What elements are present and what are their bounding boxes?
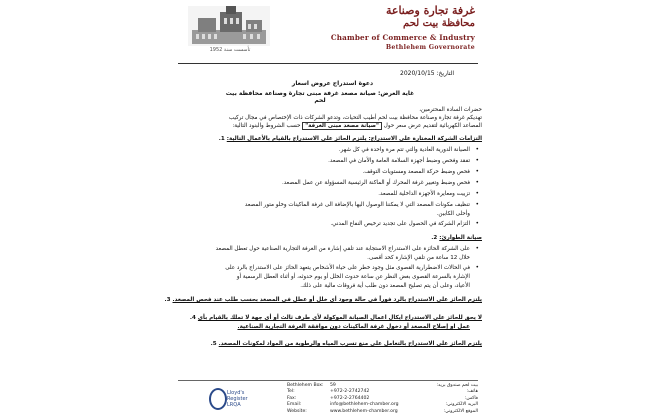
section3-number: 3.: [164, 297, 171, 303]
org-name-en-line2: Bethlehem Governorate: [385, 44, 475, 51]
footer-label-email: Email:: [287, 402, 302, 408]
footer-label-website: Website:: [287, 408, 307, 414]
section1-item-6-cont: وأحلى الكابين.: [436, 211, 470, 217]
footer-english-labels: [287, 383, 324, 415]
section2-para1-line2: خلال 12 ساعة من تلقي الإشارة كحد أقصى.: [367, 255, 470, 261]
org-name-ar-line1: غرفة تجارة وصناعة: [385, 4, 475, 17]
footer-ar-label-email: البريد الالكتروني:: [445, 402, 478, 408]
section1-heading: التزامات الشركة المختارة على الاستدراج: يلتزم الحائز على الاستدراج بالقيام بالأعمال التالية:: [226, 136, 482, 142]
intro-line1: تهديكم غرفة تجارة وصناعة محافظة بيت لحم أطيب التحيات، وتدعو الشركات ذات الإختصاص في مجال تركيب: [228, 115, 482, 121]
intro-line2: [232, 122, 482, 130]
org-name-en-line1: Chamber of Commerce & Industry: [330, 33, 475, 42]
section1-item-6: تنظيف مكونات المصعد التي لا يمكننا الوصول اليها بالإضافة الى غرفة الماكينات وخلو متور المصعد •: [245, 201, 470, 209]
section5-number: 5.: [210, 341, 217, 347]
footer-divider: [178, 380, 478, 381]
footer-ar-label-box: بيت لحم صندوق بريد:: [436, 383, 478, 388]
section2-para1-line1: على الشركة الحائزة على الاستدراج الاستجابة عند تلقي إشارة من الغرفة التجارية الصناعية حول تعطل المصعد •: [216, 245, 470, 253]
section1-item-1: الصيانة الدورية العادية والتي تتم مرة واحدة في كل شهر. •: [339, 146, 470, 154]
section2-para2-line2: الإشارة بالسرعة القصوى بغض النظر عن ساعة حدوث الخلل أو يوم حدوثه، أو أثناء العطل الرسمية أو: [236, 274, 470, 280]
section2-number: 2.: [431, 235, 438, 241]
intro-line2-end: حسب الشروط والبنود التالية:: [232, 123, 301, 129]
footer-ar-label-tel: هاتف:: [466, 389, 478, 395]
cert-label-line2: LRQA: [227, 402, 241, 408]
section1-item-5: تزييت ومعايرة الأجهزة الداخلية للمصعد. •: [378, 190, 470, 198]
letter-title: دعوة استدراج عروض اسعار: [291, 80, 374, 87]
footer-value-tel: +972-2-2742742: [330, 389, 370, 395]
footer-value-fax: +972-2-2764402: [330, 395, 370, 401]
section5-row: [211, 340, 482, 348]
footer-ar-label-fax: فاكس:: [464, 395, 478, 401]
org-name-ar-line2: محافظة بيت لحم: [403, 18, 475, 29]
lloyds-register-certification-logo: [209, 386, 249, 412]
section1-item-3: فحص وضبط حركة المصعد ومستويات التوقف. •: [362, 168, 470, 176]
section1-item-7: التزام الشركة في الحصول على تجديد ترخيص النفاع المدني. •: [330, 220, 470, 228]
section1-item-2: تفقد وفحص وضبط أجهزة السلامة العامة والأمان في المصعد. •: [328, 157, 470, 165]
logo-caption: تأسست سنة 1952: [209, 47, 251, 53]
section1-number: 1.: [218, 136, 225, 142]
section2-para2-line1: في الحالات الاضطرارية القصوى مثل وجود خطر على حياة الأشخاص يتعهد الحائز على الاستدراج بالرد على •: [225, 264, 470, 272]
footer-value-email[interactable]: info@bethlehem-chamber.org: [330, 402, 399, 408]
section3-text: يلتزم الحائز على الاستدراج بالرد فوراً في حالة وجود أي خلل أو عطل في المصعد بحسب طلب عند فحص المصعد.: [172, 297, 482, 303]
section4-number: 4.: [189, 315, 196, 321]
greeting: حضرات السادة المحترمين،: [419, 107, 482, 113]
letter-date: التاريخ: 2020/10/15: [400, 70, 455, 77]
section2-para2-line3: الأعياد، وعلى أن يتم تصليح المصعد دون طلب أية فروقات مالية على ذلك.: [300, 283, 470, 289]
section4-line2: [237, 323, 470, 331]
section1-heading-row: [219, 135, 482, 143]
letter-subject: غاية العرض: صيانة مصعد غرفة مبنى تجارة وصناعة محافظة بيت لحم: [225, 90, 415, 104]
section2-heading-row: [431, 234, 482, 242]
section2-heading: صيانة الطوارئ:: [439, 235, 482, 241]
footer-arabic-labels: [378, 383, 478, 415]
header-divider: [178, 63, 478, 64]
footer-ar-label-website: الموقع الالكتروني:: [443, 408, 478, 414]
footer-label-fax: Fax:: [287, 395, 297, 401]
intro-line2-start: المصاعد الكهربائية لتقديم عرض سعر حول: [383, 123, 482, 129]
footer-value-box: 59: [330, 383, 336, 388]
footer-value-website[interactable]: www.bethlehem-chamber.org: [330, 408, 398, 414]
footer-label-box: Bethlehem Box:: [287, 383, 324, 388]
section4-line2-text: عمل او إصلاح المصعد أو دخول غرفة الماكينات دون موافقة الغرفة التجارية الصناعية.: [237, 324, 470, 330]
chamber-building-logo: [188, 6, 270, 46]
intro-highlight: "صيانة مصعد مبنى الغرفة": [302, 122, 382, 130]
section5-text: يلتزم الحائز على الاستدراج بالتعامل على منع تسرب المياه والرطوبة من المواد لمكونات المصعد.: [218, 341, 482, 347]
organization-name: [300, 4, 475, 51]
section4-line1: لا يحق للحائز على الاستدراج ايكال اعمال الصيانة الموكولة لأي طرف ثالث أو أي جهة لا تملك بالقيام بأي: [197, 315, 482, 321]
cert-label-line1: Lloyd's Register: [227, 390, 248, 402]
section4-row: [190, 314, 482, 322]
section3-row: [165, 296, 482, 304]
footer-label-tel: Tel:: [287, 389, 295, 395]
certification-ring-icon: [209, 388, 227, 410]
section1-item-4: فحص وضبط وتغيير غرفة المحرك أو الماكنة الرئيسية المسؤولة عن عمل المصعد. •: [282, 179, 470, 187]
